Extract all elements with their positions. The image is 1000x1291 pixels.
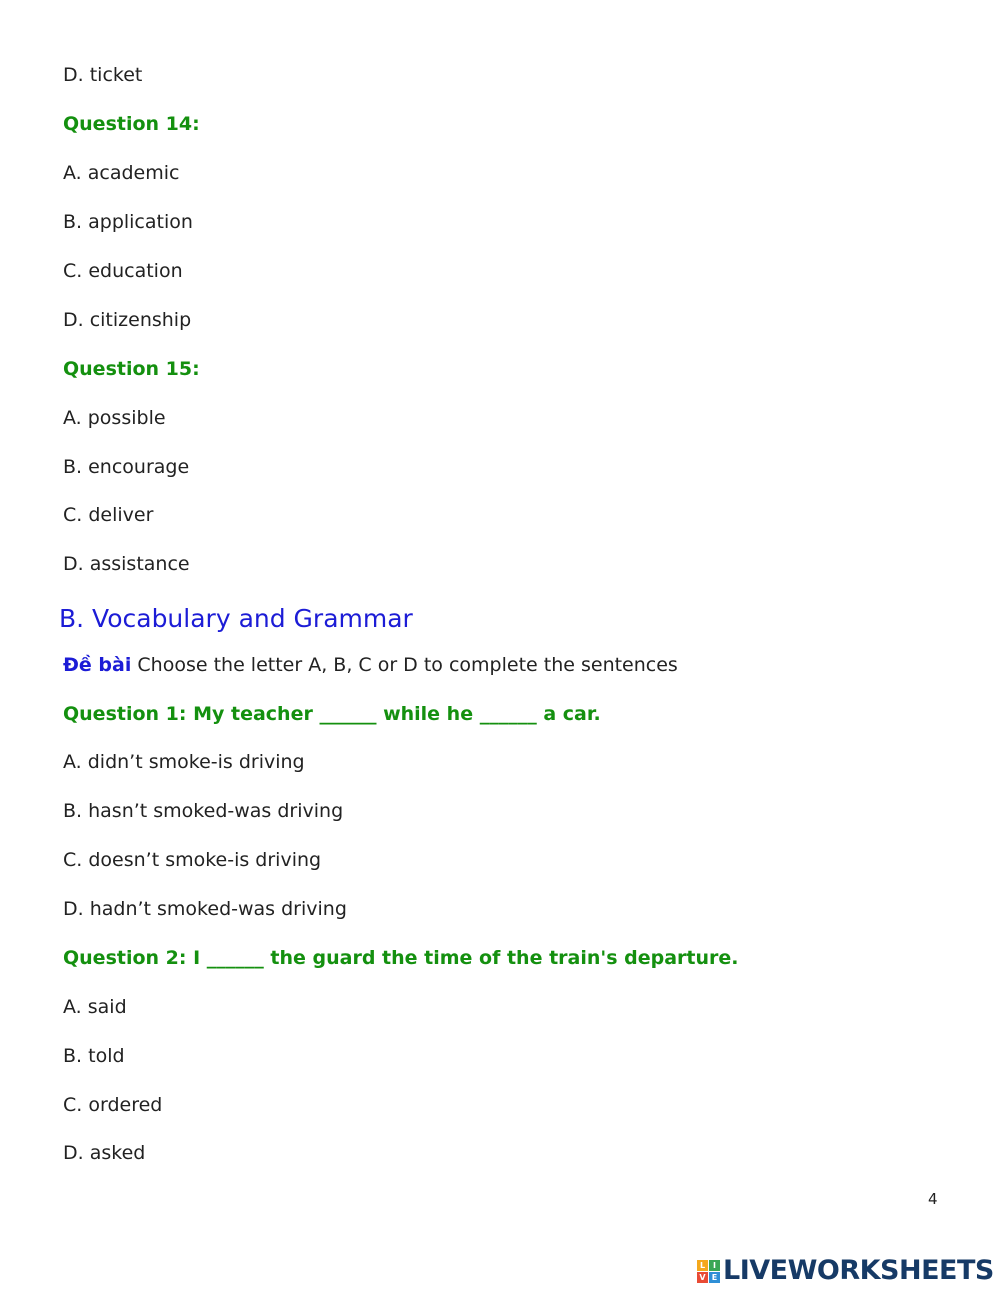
logo-letter-l: L [697, 1260, 708, 1271]
instruction-text: Choose the letter A, B, C or D to complete the sentences [131, 654, 678, 676]
b-q2-option-d: D. asked [63, 1142, 146, 1164]
liveworksheets-wordmark: LIVEWORKSHEETS [723, 1255, 994, 1286]
question-2-label: Question 2: I ______ the guard the time of the train's departure. [63, 947, 739, 969]
b-q1-option-c: C. doesn’t smoke-is driving [63, 849, 322, 871]
b-q1-option-d: D. hadn’t smoked-was driving [63, 898, 347, 920]
logo-letter-e: E [709, 1272, 720, 1283]
q14-option-c: C. education [63, 260, 183, 282]
question-1-label: Question 1: My teacher ______ while he ______ a car. [63, 703, 601, 725]
section-b-heading: B. Vocabulary and Grammar [59, 604, 413, 633]
liveworksheets-logo-icon [697, 1260, 720, 1283]
q13-option-d: D. ticket [63, 64, 143, 86]
instruction [63, 653, 678, 677]
logo-letter-v: V [697, 1272, 708, 1283]
q14-option-d: D. citizenship [63, 309, 192, 331]
instruction-label: Đề bài [63, 654, 132, 676]
b-q2-option-b: B. told [63, 1045, 125, 1067]
liveworksheets-logo [697, 1254, 994, 1288]
q15-option-b: B. encourage [63, 456, 190, 478]
question-14-label: Question 14: [63, 113, 200, 135]
question-15-label: Question 15: [63, 358, 200, 380]
q14-option-b: B. application [63, 211, 193, 233]
q15-option-c: C. deliver [63, 504, 154, 526]
page-number: 4 [928, 1190, 938, 1208]
b-q1-option-a: A. didn’t smoke-is driving [63, 751, 305, 773]
b-q2-option-a: A. said [63, 996, 127, 1018]
q15-option-a: A. possible [63, 407, 166, 429]
b-q2-option-c: C. ordered [63, 1094, 163, 1116]
logo-letter-i: I [709, 1260, 720, 1271]
q14-option-a: A. academic [63, 162, 180, 184]
b-q1-option-b: B. hasn’t smoked-was driving [63, 800, 344, 822]
q15-option-d: D. assistance [63, 553, 190, 575]
